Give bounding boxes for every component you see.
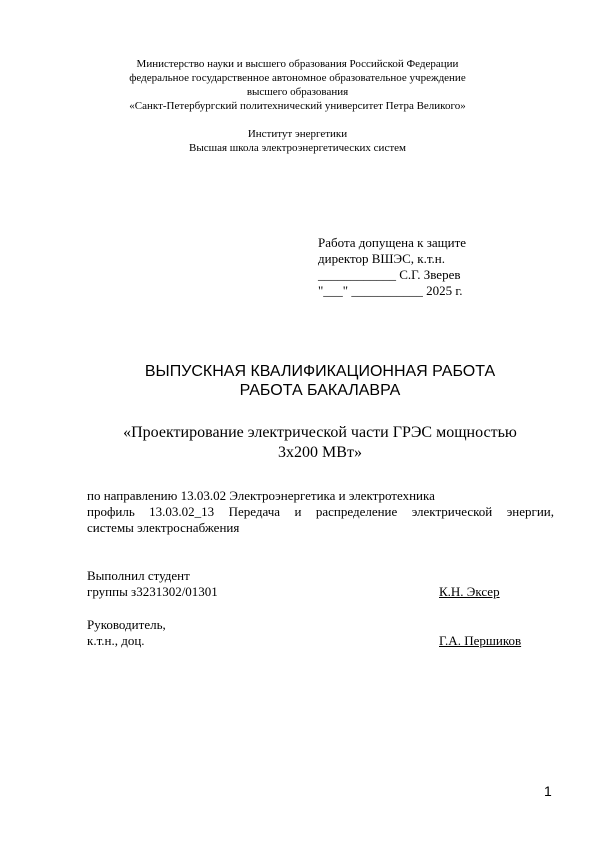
approval-line: директор ВШЭС, к.т.н. — [318, 251, 446, 266]
direction-line: по направлению 13.03.02 Электроэнергетика и электротехника — [87, 488, 435, 503]
work-type: ВЫПУСКНАЯ КВАЛИФИКАЦИОННАЯ РАБОТА — [144, 363, 496, 380]
supervisor-degree: к.т.н., доц. — [87, 633, 145, 648]
topic-line: 3х200 МВт» — [278, 444, 362, 461]
approval-block — [318, 235, 466, 299]
student-block — [87, 568, 554, 600]
student-name: К.Н. Эксер — [439, 584, 500, 599]
approval-signature-line: ____________ С.Г. Зверев — [318, 267, 461, 282]
approval-date-line: "___" ___________ 2025 г. — [318, 283, 463, 298]
student-group: группы з3231302/01301 — [87, 584, 218, 599]
profile-line-continued: системы электроснабжения — [87, 520, 240, 535]
header-line: высшего образования — [246, 86, 349, 98]
supervisor-label: Руководитель, — [87, 617, 166, 632]
work-topic — [0, 423, 595, 463]
header-line: Министерство науки и высшего образования Российской Федерации — [136, 58, 459, 70]
topic-line: «Проектирование электрической части ГРЭС мощностью — [123, 424, 517, 441]
page-number: 1 — [544, 783, 552, 799]
supervisor-block — [87, 617, 554, 649]
header-line: федеральное государственное автономное образовательное учреждение — [129, 72, 466, 84]
header-line: «Санкт-Петербургский политехнический университет Петра Великого» — [129, 100, 466, 112]
work-degree: РАБОТА БАКАЛАВРА — [239, 382, 401, 399]
institute-name: Институт энергетики — [247, 128, 348, 140]
institute-header — [0, 127, 595, 155]
ministry-header — [0, 57, 595, 113]
profile-line: профиль 13.03.02_13 Передача и распределение электрической энергии, — [87, 504, 554, 519]
school-name: Высшая школа электроэнергетических систем — [189, 142, 406, 154]
approval-line: Работа допущена к защите — [318, 235, 467, 250]
supervisor-name: Г.А. Першиков — [439, 633, 522, 648]
work-title — [0, 362, 595, 400]
student-label: Выполнил студент — [87, 568, 190, 583]
study-direction — [87, 488, 554, 536]
